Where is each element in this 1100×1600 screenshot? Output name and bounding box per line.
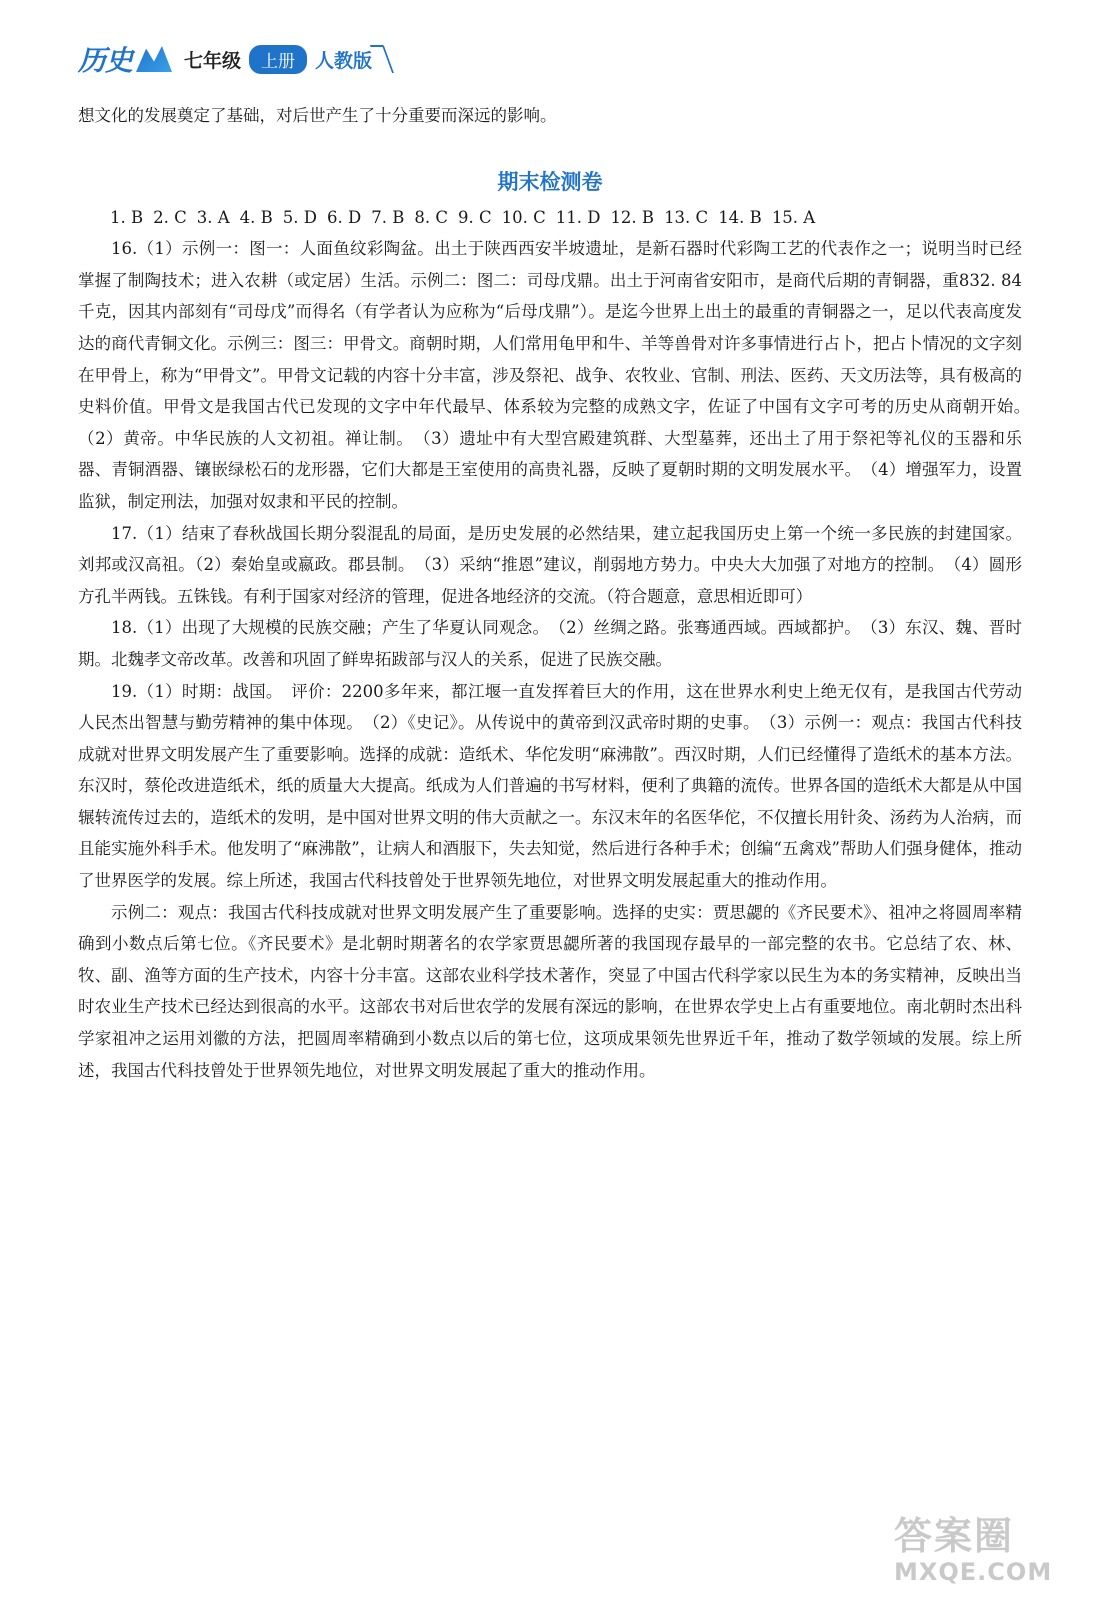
mc-answer: 1. B xyxy=(110,207,144,227)
answer-q17: 17.（1）结束了春秋战国长期分裂混乱的局面，是历史发展的必然结果，建立起我国历史上第一个统一多民族的封建国家。刘邦或汉高祖。（2）秦始皇或嬴政。郡县制。 （3）采纳“推恩”建议，削弱地方势力。中央大大加强了对地方的控制。 （4）圆形方孔半两钱。五铢钱。有利于国家对经济的管理，促进各地经济的交流。（符合题意，意思相近即可） xyxy=(78,523,1022,606)
mc-answer: 10. C xyxy=(501,207,546,227)
page-header xyxy=(78,42,394,76)
site-watermark xyxy=(894,1514,1064,1592)
watermark-logo-text: 答案圈 xyxy=(894,1514,1015,1558)
mc-answer: 9. C xyxy=(457,207,492,227)
volume-badge: 上册 xyxy=(249,45,307,74)
multiple-choice-answers xyxy=(78,202,1022,234)
brand-logo-text: 历史 xyxy=(78,44,133,77)
mc-answer: 2. C xyxy=(153,207,187,227)
answer-q19: 19.（1）时期：战国。 评价：2200多年来，都江堰一直发挥着巨大的作用，这在世界水利史上绝无仅有，是我国古代劳动人民杰出智慧与勤劳精神的集中体现。 （2）《史记》。从传说中的黄帝到汉武帝时期的史事。 （3）示例一：观点：我国古代科技成就对世界文明发展产生了重要影响。选择的成就：造纸术、华佗发明“麻沸散”。西汉时期，人们已经懂得了造纸术的基本方法。东汉时，蔡伦改进造纸术，纸的质量大大提高。纸成为人们普遍的书写材料，便利了典籍的流传。世界各国的造纸术大都是从中国辗转流传过去的，造纸术的发明，是中国对世界文明的伟大贡献之一。东汉末年的名医华佗，不仅擅长用针灸、汤药为人治病，而且能实施外科手术。他发明了“麻沸散”，让病人和酒服下，失去知觉，然后进行各种手术；创编“五禽戏”帮助人们强身健体，推动了世界医学的发展。综上所述，我国古代科技曾处于世界领先地位，对世界文明发展起重大的推动作用。 xyxy=(78,681,1022,891)
mc-answer: 15. A xyxy=(771,207,816,227)
grade-label: 七年级 xyxy=(184,49,242,72)
mc-answer: 7. B xyxy=(371,207,405,227)
mc-answer: 5. D xyxy=(282,207,317,227)
mc-answer: 14. B xyxy=(718,207,762,227)
answer-q18: 18.（1）出现了大规模的民族交融；产生了华夏认同观念。 （2）丝绸之路。张骞通西域。西域都护。 （3）东汉、魏、晋时期。北魏孝文帝改革。改善和巩固了鲜卑拓跋部与汉人的关系，促进了民族交融。 xyxy=(78,618,1022,669)
answer-q16: 16.（1）示例一：图一：人面鱼纹彩陶盆。出土于陕西西安半坡遗址，是新石器时代彩陶工艺的代表作之一；说明当时已经掌握了制陶技术；进入农耕（或定居）生活。示例二：图二：司母戊鼎。出土于河南省安阳市，是商代后期的青铜器，重832. 84千克，因其内部刻有“司母戊”而得名（有学者认为应称为“后母戊鼎”）。是迄今世界上出土的最重的青铜器之一，足以代表高度发达的商代青铜文化。示例三：图三：甲骨文。商朝时期，人们常用龟甲和牛、羊等兽骨对许多事情进行占卜，把占卜情况的文字刻在甲骨上，称为“甲骨文”。甲骨文记载的内容十分丰富，涉及祭祀、战争、农牧业、官制、刑法、医药、天文历法等，具有极高的史料价值。甲骨文是我国古代已发现的文字中年代最早、体系较为完整的成熟文字，佐证了中国有文字可考的历史从商朝开始。 （2）黄帝。中华民族的人文初祖。禅让制。 （3）遗址中有大型宫殿建筑群、大型墓葬，还出土了用于祭祀等礼仪的玉器和乐器、青铜酒器、镶嵌绿松石的龙形器，它们大都是王室使用的高贵礼器，反映了夏朝时期的文明发展水平。 （4）增强军力，设置监狱，制定刑法，加强对奴隶和平民的控制。 xyxy=(78,239,1039,511)
mc-answer: 3. A xyxy=(196,207,230,227)
intro-line: 想文化的发展奠定了基础，对后世产生了十分重要而深远的影响。 xyxy=(78,106,557,125)
mc-answer: 12. B xyxy=(610,207,655,227)
section-title: 期末检测卷 xyxy=(497,169,603,194)
mc-answer: 11. D xyxy=(555,207,601,227)
watermark-domain: MXQE.COM xyxy=(894,1558,1053,1586)
answer-q19-example2: 示例二：观点：我国古代科技成就对世界文明发展产生了重要影响。选择的史实：贾思勰的《齐民要术》、祖冲之将圆周率精确到小数点后第七位。《齐民要术》是北朝时期著名的农学家贾思勰所著的我国现存最早的一部完整的农书。它总结了农、林、牧、副、渔等方面的生产技术，内容十分丰富。这部农业科学技术著作，突显了中国古代科学家以民生为本的务实精神，反映出当时农业生产技术已经达到很高的水平。这部农书对后世农学的发展有深远的影响，在世界农学史上占有重要地位。南北朝时杰出科学家祖冲之运用刘徽的方法，把圆周率精确到小数点以后的第七位，这项成果领先世界近千年，推动了数学领域的发展。综上所述，我国古代科技曾处于世界领先地位，对世界文明发展起了重大的推动作用。 xyxy=(78,902,1022,1080)
mc-answer: 13. C xyxy=(664,207,709,227)
answer-content xyxy=(78,100,1039,1086)
brand-logo-icon xyxy=(136,46,172,72)
edition-label: 人教版 xyxy=(315,49,373,72)
mc-answer: 4. B xyxy=(239,207,273,227)
mc-answer: 6. D xyxy=(327,207,362,227)
chevron-decoration-icon xyxy=(370,45,394,73)
mc-answer: 8. C xyxy=(414,207,448,227)
